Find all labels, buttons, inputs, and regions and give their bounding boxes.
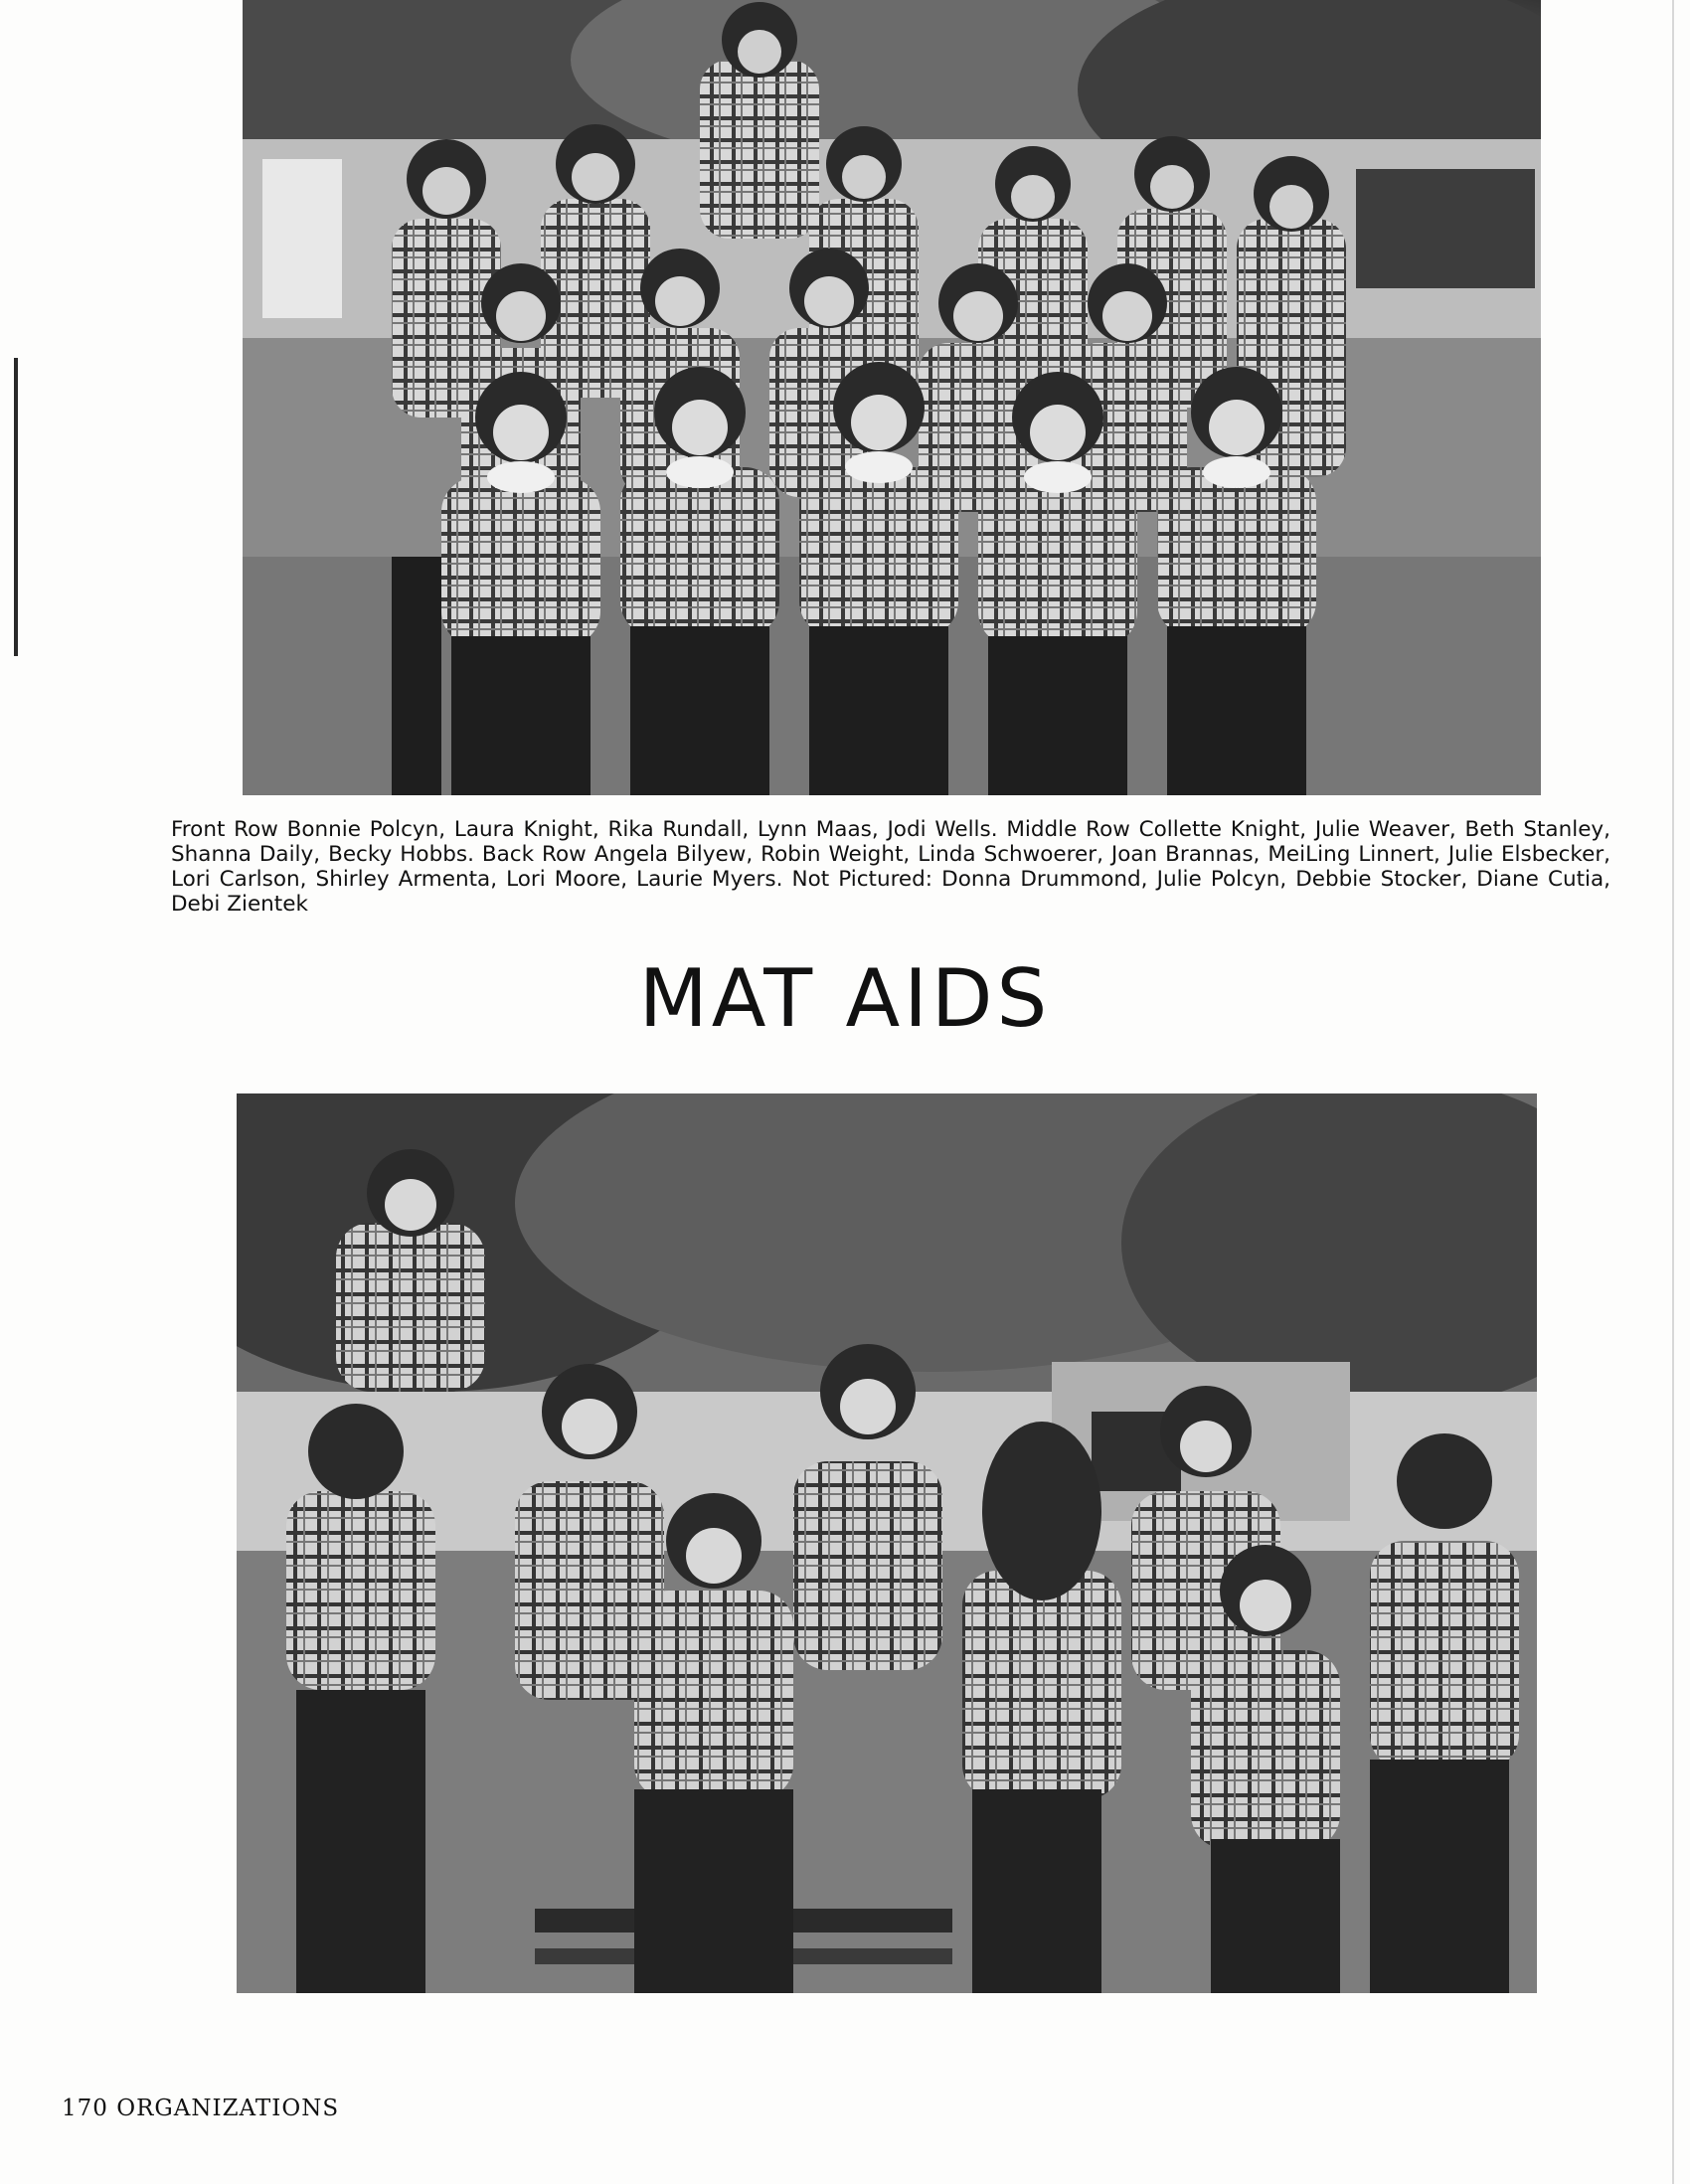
binding-mark [14,358,18,656]
page-folio: 170 ORGANIZATIONS [62,2096,340,2121]
group-portrait-photo [243,0,1541,795]
group-candid-image [237,1093,1537,1993]
page-title: MAT AIDS [638,952,1052,1045]
page-edge [1672,0,1674,2184]
group-candid-photo [237,1093,1537,1993]
photo-caption: Front Row Bonnie Polcyn, Laura Knight, Rika Rundall, Lynn Maas, Jodi Wells. Middle Row Collette Knight, Julie Weaver, Beth Stanley, Shanna Daily, Becky Hobbs. Back Row Angela Bilyew, Robin Weight, Linda Schwoerer, Joan Brannas, MeiLing Linnert, Julie Elsbecker, Lori Carlson, Shirley Armenta, Lori Moore, Laurie Myers. Not Pictured: Donna Drummond, Julie Polcyn, Debbie Stocker, Diane Cutia, Debi Zientek [171,817,1610,917]
group-portrait-image [243,0,1541,795]
